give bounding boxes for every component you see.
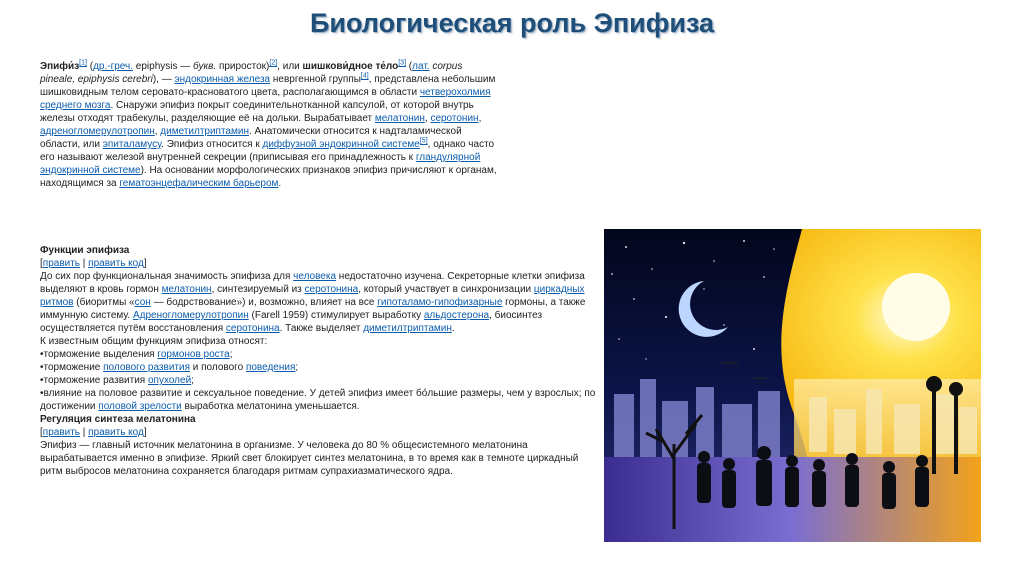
text: , однако часто его называют железой внутренней секреции (приписывая его принадлежность к — [40, 139, 495, 163]
edit-links — [40, 426, 600, 439]
separator: | — [80, 258, 89, 269]
link-quadrigemina[interactable]: четверохолмия — [419, 87, 491, 98]
list-item — [40, 387, 600, 413]
text: ( — [86, 61, 94, 72]
text: и полового — [190, 362, 246, 373]
text: ), — — [152, 74, 175, 85]
link-sleep[interactable]: сон — [134, 297, 151, 308]
text: . Эпифиз относится к — [161, 139, 263, 150]
link-sexual-development[interactable]: полового развития — [103, 362, 190, 373]
link-aldosterone[interactable]: альдостерона — [423, 310, 490, 321]
text: , который участвует в синхронизации — [358, 284, 534, 295]
list-item — [40, 348, 600, 361]
text: До сих пор функциональная значимость эпифиза для — [40, 271, 294, 282]
text: букв. — [193, 61, 217, 72]
text: ). На основании морфологических признаков эпифиз причисляют к органам, находящимся за — [40, 165, 497, 189]
ref-4[interactable]: [4] — [360, 72, 369, 80]
text: ; — [191, 375, 194, 386]
link-behavior[interactable]: поведения — [245, 362, 296, 373]
text: недостаточно изучена. Секреторные клетки эпифиза выделяют в кровь гормон — [40, 271, 585, 295]
regulation-paragraph: Эпифиз — главный источник мелатонина в организме. У человека до 80 % общесистемного мелатонина вырабатывается именно в эпифизе. Яркий свет блокирует синтез мелатонина, в то время как в темноте циркадный ритм выбросов мелатонина сохраняется благодаря ритмам супрахиазматического ядра. — [40, 440, 579, 477]
link-circadian[interactable]: циркадных ритмов — [40, 284, 585, 308]
text: , биосинтез осуществляется путём восстановления — [40, 310, 543, 334]
link-serotonin[interactable]: серотонина — [304, 284, 359, 295]
bracket: ] — [143, 427, 147, 438]
text: , — [154, 126, 161, 137]
link-dmt[interactable]: диметилтриптамин — [160, 126, 249, 137]
edit-code-link[interactable]: править код — [88, 258, 144, 269]
link-endocrine-gland[interactable]: эндокринная железа — [174, 74, 271, 85]
text: ; — [295, 362, 299, 373]
link-dmt[interactable]: диметилтриптамин — [363, 323, 452, 334]
link-latin[interactable]: лат. — [412, 61, 430, 72]
text: , синтезируемый из — [211, 284, 305, 295]
text: . Снаружи эпифиз покрыт соединительнотканной капсулой, от которой внутрь железы отходят трабекулы, разделяющие её на дольки. Вырабатывает — [40, 100, 474, 124]
text: •торможение развития — [40, 375, 148, 386]
slide-title: Биологическая роль Эпифиза — [309, 8, 715, 38]
link-greek[interactable]: др.-греч. — [93, 61, 134, 72]
link-melatonin[interactable]: мелатонин — [374, 113, 425, 124]
text: . — [451, 323, 455, 334]
text: epiphysis — — [133, 61, 194, 72]
text: , представлена небольшим шишковидным телом серовато-красноватого цвета, располагающимся в области — [40, 74, 496, 98]
ref-5[interactable]: [5] — [419, 137, 428, 145]
text: •торможение — [40, 362, 104, 373]
separator: | — [80, 427, 89, 438]
functions-section — [40, 244, 600, 478]
edit-link[interactable]: править — [42, 427, 81, 438]
text: . Также выделяет — [279, 323, 364, 334]
edit-code-link[interactable]: править код — [88, 427, 144, 438]
text: — бодрствование») и, возможно, влияет на все — [150, 297, 378, 308]
link-bbb[interactable]: гематоэнцефалическим барьером — [119, 178, 279, 189]
text: гормоны, а также иммунную систему. — [40, 297, 586, 321]
text: corpus pineale, epiphysis cerebri — [40, 61, 463, 85]
list-item — [40, 361, 600, 374]
text: выработка мелатонина уменьшается. — [181, 401, 360, 412]
link-hypothalamo-pituitary[interactable]: гипоталамо-гипофизарные — [377, 297, 503, 308]
text: (Farell 1959) стимулирует выработку — [248, 310, 424, 321]
functions-paragraph — [40, 270, 600, 335]
link-adrenoglomerulotropin[interactable]: адреногломерулотропин — [40, 126, 155, 137]
list-item — [40, 374, 600, 387]
link-tumors[interactable]: опухолей — [147, 375, 192, 386]
link-midbrain[interactable]: среднего мозга — [40, 100, 111, 111]
text: (биоритмы « — [73, 297, 135, 308]
link-epithalamus[interactable]: эпиталамусу — [102, 139, 162, 150]
link-diffuse-endocrine[interactable]: диффузной эндокринной системе — [262, 139, 420, 150]
text: •торможение выделения — [40, 349, 158, 360]
text: приросток) — [216, 61, 270, 72]
intro-paragraph — [40, 60, 500, 190]
link-puberty[interactable]: половой зрелости — [98, 401, 182, 412]
term-epiphysis: Эпифи́з — [40, 61, 80, 72]
text: . Анатомически относится к надталамической области, или — [40, 126, 462, 150]
link-glandular-endocrine[interactable]: гландулярной эндокринной системе — [40, 152, 481, 176]
link-serotonin[interactable]: серотонина — [225, 323, 280, 334]
ref-1[interactable]: [1] — [79, 59, 87, 67]
regulation-heading: Регуляция синтеза мелатонина — [40, 414, 196, 425]
text: ; — [229, 349, 233, 360]
term-pineal: шишкови́дное те́ло — [302, 61, 399, 72]
text: , — [478, 113, 482, 124]
functions-list-intro: К известным общим функциям эпифиза относят: — [40, 336, 268, 347]
text: . — [278, 178, 282, 189]
link-serotonin[interactable]: серотонин — [430, 113, 479, 124]
text: , — [424, 113, 431, 124]
day-night-illustration — [604, 229, 981, 542]
text: , или — [277, 61, 303, 72]
functions-heading: Функции эпифиза — [40, 245, 130, 256]
link-adrenoglomerulotropin[interactable]: Адреногломерулотропин — [132, 310, 249, 321]
link-melatonin[interactable]: мелатонин — [161, 284, 212, 295]
ref-3[interactable]: [3] — [398, 59, 407, 67]
bracket: [ — [40, 258, 43, 269]
link-human[interactable]: человека — [293, 271, 337, 282]
edit-link[interactable]: править — [42, 258, 81, 269]
link-growth-hormone[interactable]: гормонов роста — [157, 349, 230, 360]
bracket: ] — [143, 258, 147, 269]
text: ( — [406, 61, 413, 72]
bracket: [ — [40, 427, 43, 438]
edit-links — [40, 257, 600, 270]
text: •влияние на половое развитие и сексуальное поведение. У детей эпифиз имеет бо́льшие размеры, чем у взрослых; по достижении — [40, 388, 596, 412]
text: невргенной группы — [270, 74, 361, 85]
ref-2[interactable]: [2] — [269, 59, 278, 67]
